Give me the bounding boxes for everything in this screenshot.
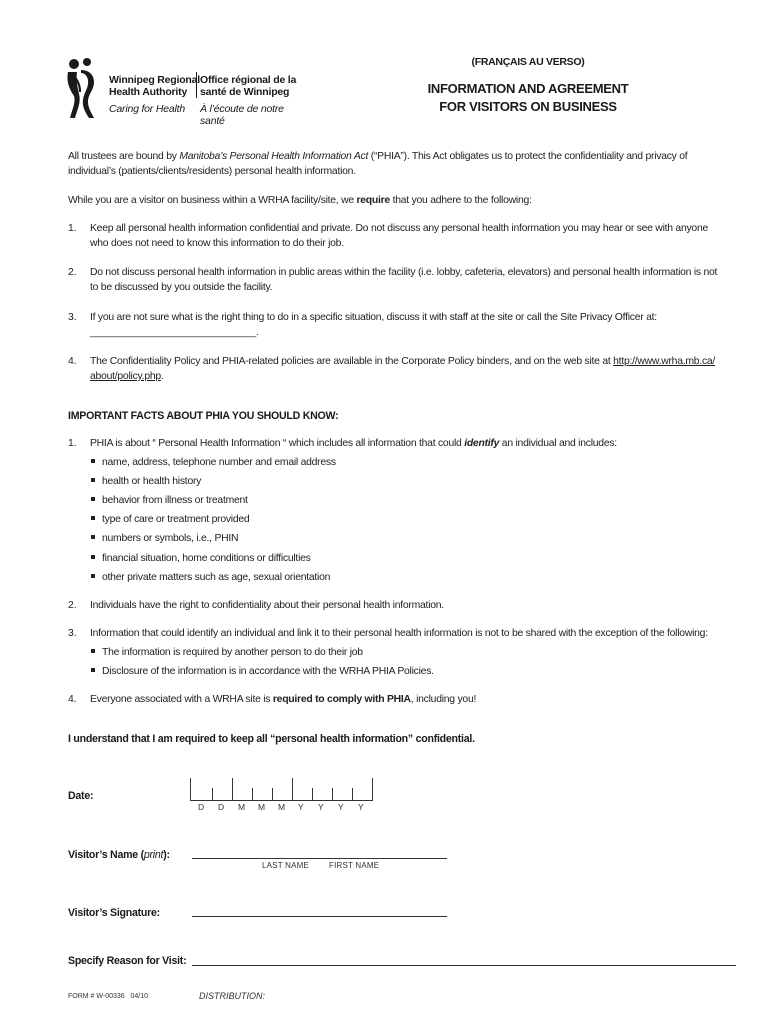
policy-link[interactable]: http://www.wrha.mb.ca/	[613, 356, 716, 367]
fact-3: Information that could identify an individual and link it to their personal health information is not to be shared with the exception of the following:	[90, 628, 708, 639]
first-name-hint: FIRST NAME	[329, 861, 380, 870]
reason-label: Specify Reason for Visit:	[68, 955, 187, 967]
fact-1-bullet: health or health history	[91, 474, 201, 489]
wrha-logo	[64, 58, 304, 127]
wrha-figures-icon	[64, 58, 102, 120]
signature-field[interactable]	[192, 916, 447, 917]
rule-4: The Confidentiality Policy and PHIA-related policies are available in the Corporate Policy binders, and on the web site at http://www.wrha.mb.ca/ about/policy.php.	[90, 356, 716, 382]
distribution-label: DISTRIBUTION:	[199, 991, 266, 1001]
form-number: FORM # W-00336 04/10	[68, 993, 149, 1000]
fact-1-bullet: name, address, telephone number and email address	[91, 455, 336, 470]
rule-2-number: 2.	[68, 267, 77, 278]
fact-3-bullet: The information is required by another person to do their job	[91, 645, 363, 660]
fact-1-bullet: type of care or treatment provided	[91, 512, 249, 527]
facts-heading: IMPORTANT FACTS ABOUT PHIA YOU SHOULD KNOW:	[68, 410, 339, 422]
fact-2: Individuals have the right to confidentiality about their personal health information.	[90, 600, 444, 611]
fact-4-number: 4.	[68, 694, 77, 705]
rule-3-number: 3.	[68, 312, 77, 323]
fact-3-bullet: Disclosure of the information is in accordance with the WRHA PHIA Policies.	[91, 664, 434, 679]
fact-1-bullet: behavior from illness or treatment	[91, 493, 248, 508]
fact-1-bullet: financial situation, home conditions or difficulties	[91, 551, 311, 566]
page-title-line2: FOR VISITORS ON BUSINESS	[439, 99, 617, 114]
intro-paragraph-1: All trustees are bound by Manitoba’s Personal Health Information Act (“PHIA”). This Act obligates us to protect the confidentiality and privacy of individual’s (patients/clients/residents) personal health information.	[68, 151, 688, 177]
reason-field[interactable]	[192, 965, 736, 966]
rule-1-number: 1.	[68, 223, 77, 234]
tagline-en: Caring for Health	[109, 103, 185, 115]
fact-1-bullet: other private matters such as age, sexual orientation	[91, 570, 330, 585]
fact-1-bullet: numbers or symbols, i.e., PHIN	[91, 531, 238, 546]
date-format-hint: D D M M M Y Y Y Y	[198, 802, 364, 812]
visitor-name-label: Visitor’s Name (print):	[68, 849, 170, 861]
fact-1-number: 1.	[68, 438, 77, 449]
fact-1: PHIA is about “ Personal Health Information “ which includes all information that could identify an individual and includes:	[90, 438, 617, 449]
logo-divider	[196, 72, 197, 98]
signature-label: Visitor’s Signature:	[68, 907, 160, 919]
date-input[interactable]	[190, 778, 374, 802]
org-name-en-line2: Health Authority	[109, 86, 188, 98]
privacy-officer-blank: ______________________________.	[90, 327, 259, 338]
french-version-note: (FRANÇAIS AU VERSO)	[471, 56, 585, 68]
last-name-hint: LAST NAME	[262, 861, 309, 870]
rule-3: If you are not sure what is the right thing to do in a specific situation, discuss it with staff at the site or call the Site Privacy Officer at: ______________________________.	[90, 310, 750, 340]
org-name-fr-line2: santé de Winnipeg	[200, 86, 290, 98]
intro-paragraph-2: While you are a visitor on business within a WRHA facility/site, we require that you adhere to the following:	[68, 195, 532, 206]
fact-3-number: 3.	[68, 628, 77, 639]
date-label: Date:	[68, 790, 94, 802]
org-name-fr-line1: Office régional de la	[200, 74, 297, 86]
org-name-en-line1: Winnipeg Regional	[109, 74, 201, 86]
visitor-name-field[interactable]	[192, 858, 447, 859]
rule-1: Keep all personal health information confidential and private. Do not discuss any personal health information you may hear or see with anyone who does not need to know this information to do their job.	[90, 223, 709, 249]
act-name: Manitoba’s Personal Health Information Act	[179, 151, 369, 162]
fact-4: Everyone associated with a WRHA site is required to comply with PHIA, including you!	[90, 694, 477, 705]
tagline-fr: À l’écoute de notre santé	[200, 103, 284, 127]
rule-2: Do not discuss personal health information in public areas within the facility (i.e. lobby, cafeteria, elevators) and personal health information is not to be discussed by you outside the facility.	[90, 267, 718, 293]
page-title-line1: INFORMATION AND AGREEMENT	[427, 81, 629, 96]
fact-2-number: 2.	[68, 600, 77, 611]
agreement-statement: I understand that I am required to keep all “personal health information” confidential.	[68, 733, 475, 745]
policy-link-continued[interactable]: about/policy.php	[90, 371, 161, 382]
rule-4-number: 4.	[68, 356, 77, 367]
